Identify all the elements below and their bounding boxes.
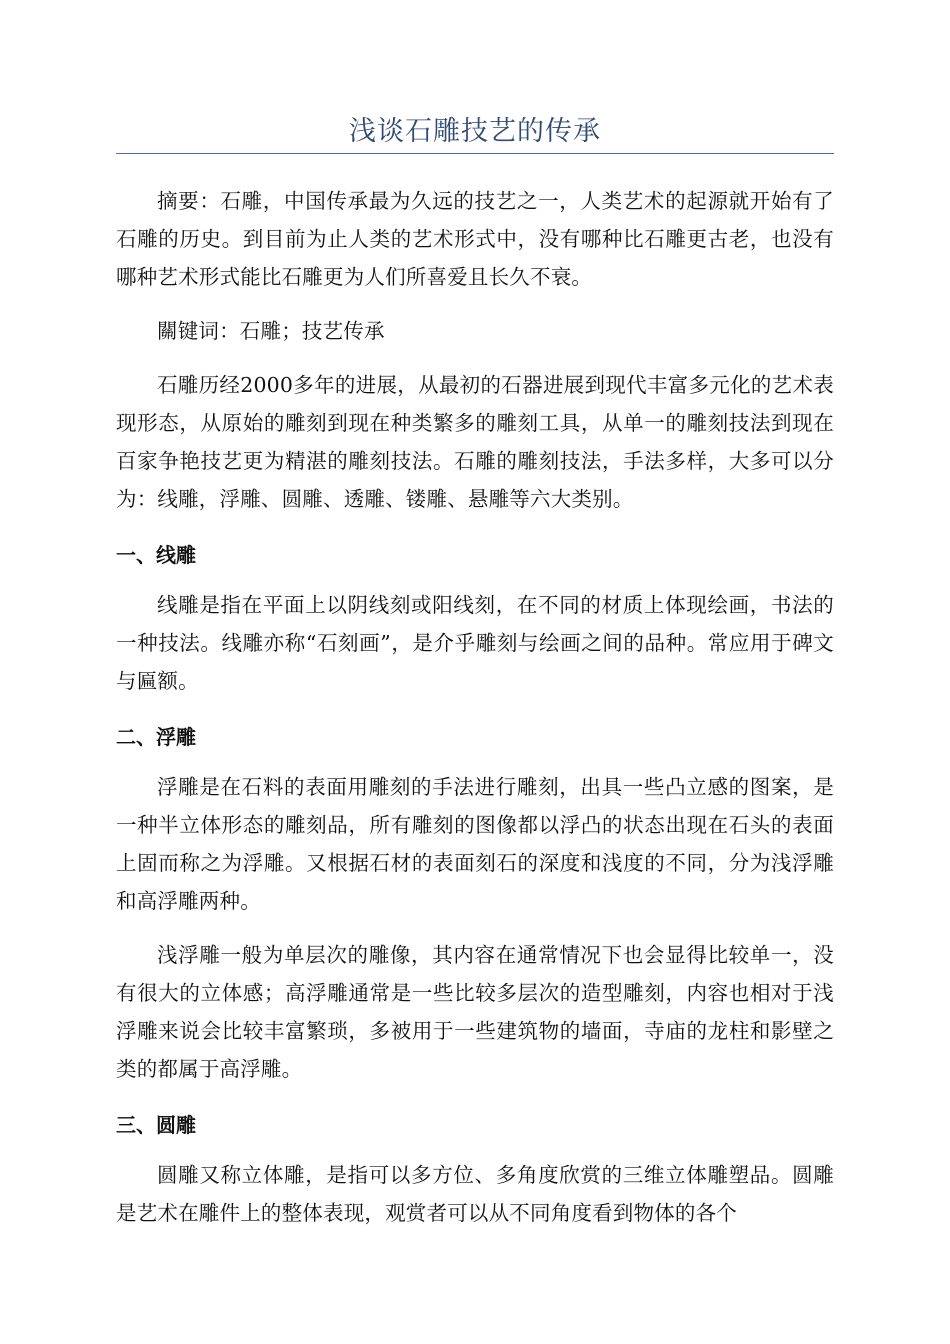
keywords-line: 關键词：石雕；技艺传承 [157,319,385,343]
section-heading-relief: 二、浮雕 [116,725,196,749]
section-heading-round-carving: 三、圆雕 [116,1113,196,1137]
section-paragraph: 线雕是指在平面上以阴线刻或阳线刻，在不同的材质上体现绘画，书法的一种技法。线雕亦称“石刻画”，是介乎雕刻与绘画之间的品种。常应用于碑文与匾额。 [116,593,834,693]
section-paragraph: 圆雕又称立体雕，是指可以多方位、多角度欣赏的三维立体雕塑品。圆雕是艺术在雕件上的整体表现，观赏者可以从不同角度看到物体的各个 [116,1163,834,1225]
section-paragraph: 浮雕是在石料的表面用雕刻的手法进行雕刻，出具一些凸立感的图案，是一种半立体形态的雕刻品，所有雕刻的图像都以浮凸的状态出现在石头的表面上固而称之为浮雕。又根据石材的表面刻石的深度和浅度的不同，分为浅浮雕和高浮雕两种。 [116,775,834,913]
section-heading-line-carving: 一、线雕 [116,543,196,567]
title-underline [116,153,834,154]
document-page [116,112,834,1232]
intro-paragraph: 石雕历经2000多年的进展，从最初的石器进展到现代丰富多元化的艺术表现形态，从原始的雕刻到现在种类繁多的雕刻工具，从单一的雕刻技法到现在百家争艳技艺更为精湛的雕刻技法。石雕的雕刻技法，手法多样，大多可以分为：线雕，浮雕、圆雕、透雕、镂雕、悬雕等六大类别。 [116,373,834,511]
document-title: 浅谈石雕技艺的传承 [349,116,601,147]
abstract-paragraph: 摘要：石雕，中国传承最为久远的技艺之一，人类艺术的起源就开始有了石雕的历史。到目前为止人类的艺术形式中，没有哪种比石雕更古老，也没有哪种艺术形式能比石雕更为人们所喜爱且长久不衰。 [116,189,834,289]
section-paragraph: 浅浮雕一般为单层次的雕像，其内容在通常情况下也会显得比较单一，没有很大的立体感；高浮雕通常是一些比较多层次的造型雕刻，内容也相对于浅浮雕来说会比较丰富繁琐，多被用于一些建筑物的墙面，寺庙的龙柱和影壁之类的都属于高浮雕。 [116,943,834,1081]
